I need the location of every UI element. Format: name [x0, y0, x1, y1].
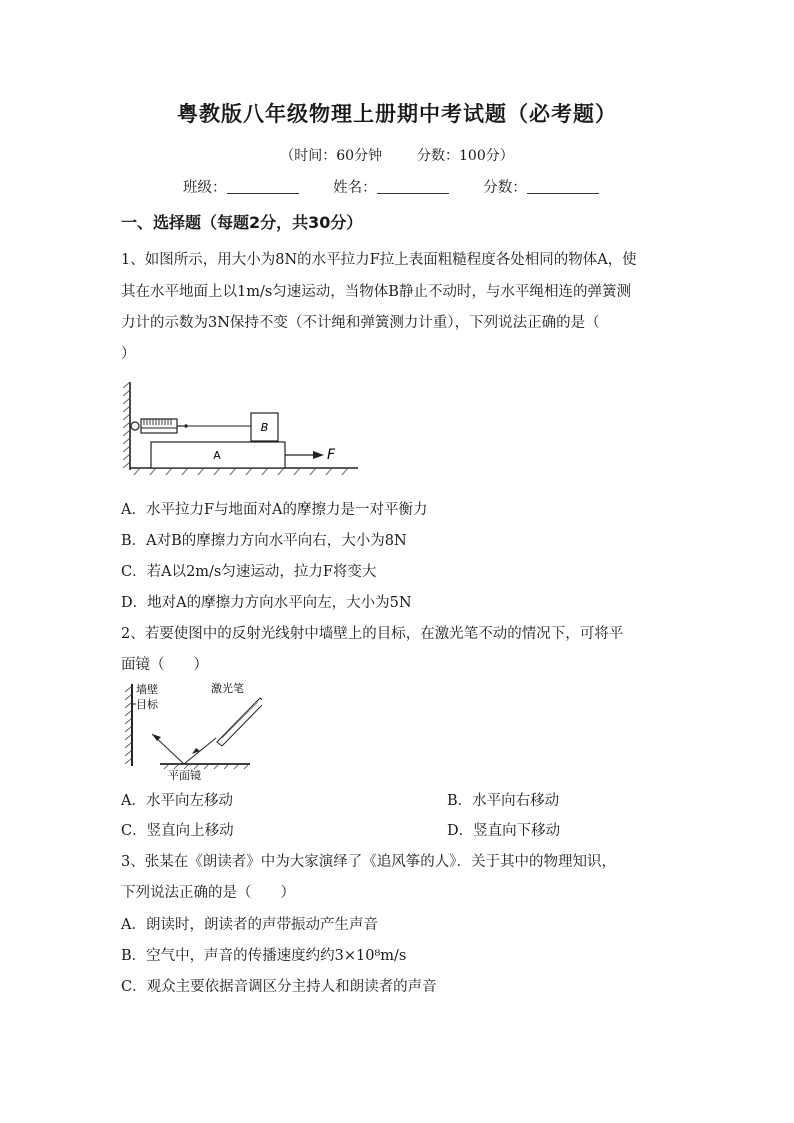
label-a: A — [213, 449, 221, 462]
q1-option-d[interactable]: D．地对A的摩擦力方向水平向左，大小为5N — [121, 595, 412, 611]
q1-option-c[interactable]: C．若A以2m/s匀速运动，拉力F将变大 — [121, 564, 377, 580]
q2-option-a[interactable]: A．水平向左移动 — [121, 793, 233, 809]
q3-option-a[interactable]: A．朗读时，朗读者的声带振动产生声音 — [121, 917, 378, 933]
q1-line: ） — [121, 346, 136, 362]
section-heading: 一、选择题（每题2分，共30分） — [121, 213, 363, 232]
q1-line: 其在水平地面上以1m/s匀速运动，当物体B静止不动时，与水平绳相连的弹簧测 — [121, 284, 631, 300]
exam-meta — [0, 145, 794, 165]
q2-line: 2、若要使图中的反射光线射中墙壁上的目标，在激光笔不动的情况下，可将平 — [121, 626, 624, 642]
exam-time: （时间：60分钟 — [280, 148, 383, 164]
page-title: 粤教版八年级物理上册期中考试题（必考题） — [177, 102, 617, 126]
q2-option-b[interactable]: B．水平向右移动 — [447, 793, 560, 809]
mirror-label: 平面镜 — [168, 769, 201, 782]
name-blank[interactable] — [377, 179, 449, 194]
q1-line: 1、如图所示，用大小为8N的水平拉力F拉上表面粗糙程度各处相同的物体A，使 — [121, 252, 637, 268]
q2-option-c[interactable]: C．竖直向上移动 — [121, 823, 234, 839]
wall-label: 墙壁 — [136, 683, 158, 696]
label-b: B — [260, 421, 269, 434]
q3-option-b[interactable]: B．空气中，声音的传播速度约约3×10⁸m/s — [121, 948, 407, 964]
q1-option-a[interactable]: A．水平拉力F与地面对A的摩擦力是一对平衡力 — [121, 502, 428, 518]
label-f: F — [327, 447, 336, 463]
score-label: 分数： — [483, 180, 527, 196]
q1-option-b[interactable]: B．A对B的摩擦力方向水平向右，大小为8N — [121, 533, 407, 549]
q3-option-c[interactable]: C．观众主要依据音调区分主持人和朗读者的声音 — [121, 979, 437, 995]
q3-line: 3、张某在《朗读者》中为大家演绎了《追风筝的人》．关于其中的物理知识， — [121, 854, 616, 870]
exam-score-total: 分数：100分） — [417, 148, 514, 164]
q1-figure — [120, 378, 365, 478]
target-label: 目标 — [136, 698, 158, 711]
q1-line: 力计的示数为3N保持不变（不计绳和弹簧测力计重），下列说法正确的是（ — [121, 315, 600, 331]
q2-option-d[interactable]: D．竖直向下移动 — [447, 823, 561, 839]
score-blank[interactable] — [527, 179, 599, 194]
class-label: 班级： — [183, 180, 227, 196]
laser-label: 激光笔 — [211, 682, 244, 695]
q2-line: 面镜（ ） — [121, 657, 208, 673]
class-blank[interactable] — [227, 179, 299, 194]
q2-figure — [122, 680, 262, 782]
name-label: 姓名： — [333, 180, 377, 196]
student-info — [183, 176, 629, 197]
q3-line: 下列说法正确的是（ ） — [121, 885, 295, 901]
